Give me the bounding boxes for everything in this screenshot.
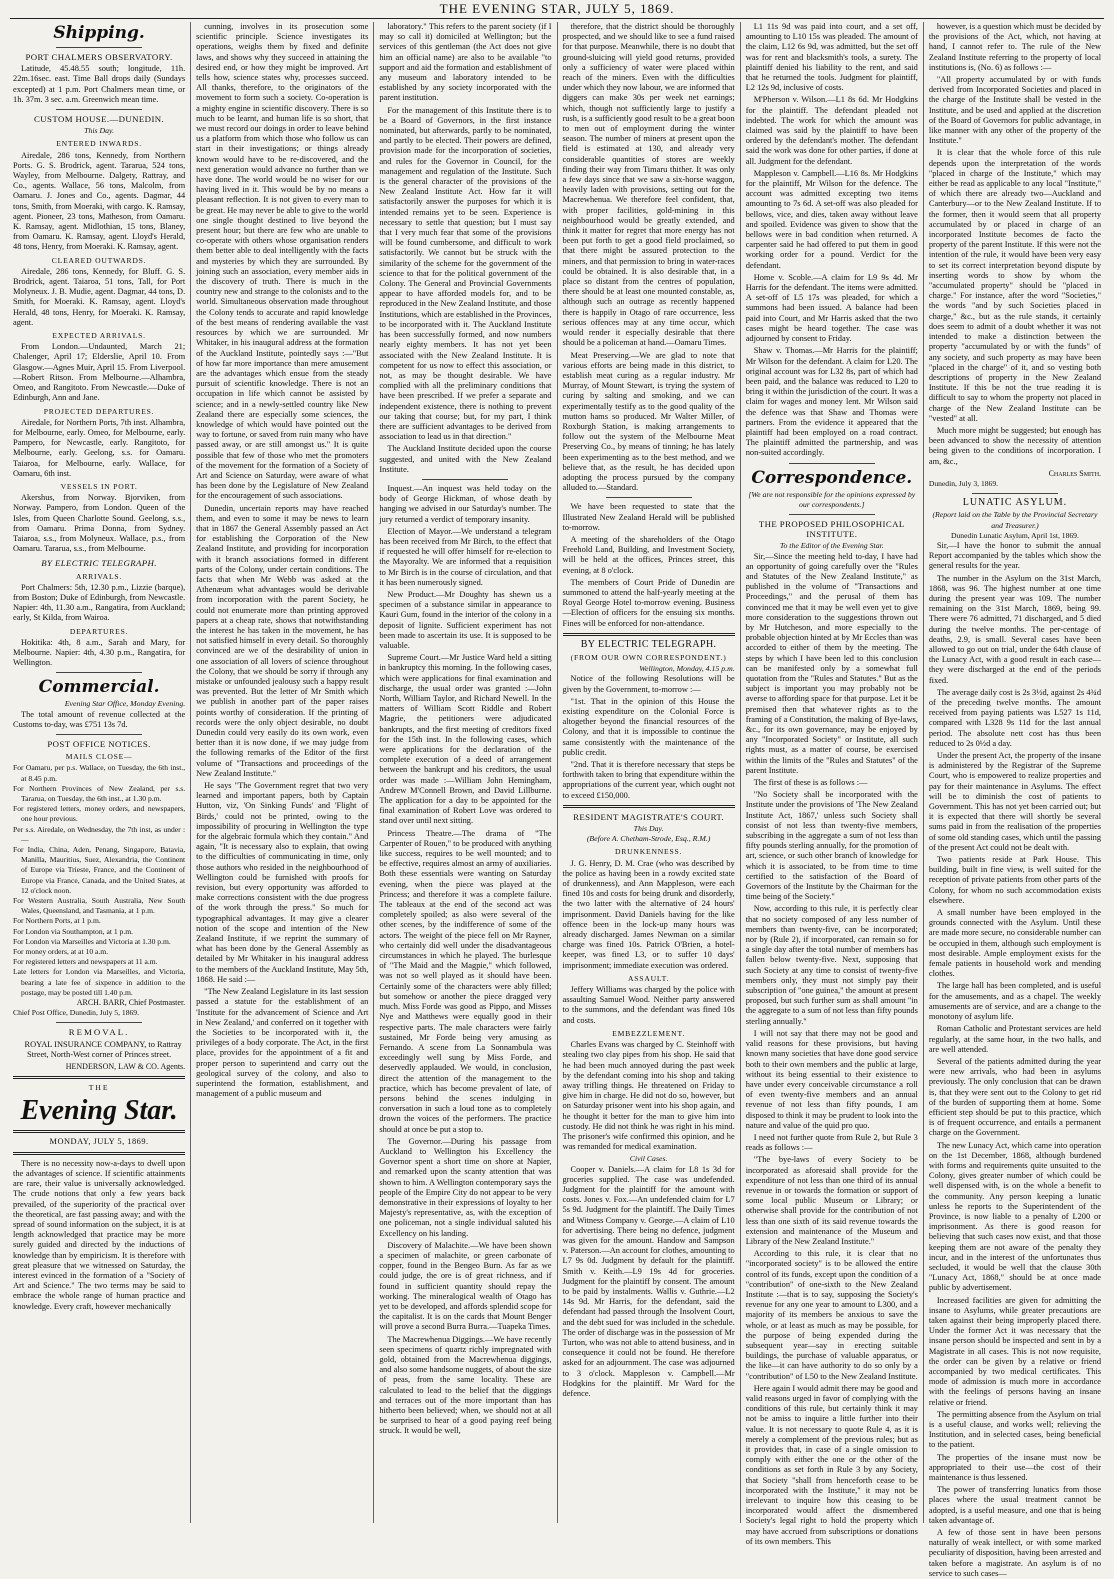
letter-paragraph: Now, according to this rule, it is perfectly clear that no society composed of any less number of members than twenty-five, can be incorporated; nor by (Rule 2), if incorporated, can remain so for a single day after the total number of members has fallen below twenty-five. Next, supposing that such Society at any time to consist of twenty-five members only, they must not simply pay their subscription of "one guinea," the amount at present proposed, but such further sum as shall amount "in the aggregate to a sum of not less than fifty pounds sterling annually." (745, 904, 918, 1026)
lunatic-paragraph: Under the present Act, the property of the insane is administered by the Registrar of the Supreme Court, who is empowered to realize properties and pay for their maintenance in Asylums. The effect will be to diminish the cost of patients to Government. This has not yet been carried out; but it is expected that there will shortly be several sums paid in from the realisation of the properties of some old standing cases, which until the passing of the present Act could not be dealt with. (928, 751, 1102, 852)
letter-paragraph: I need not further quote from Rule 2, but Rule 3 reads as follows :— (745, 1132, 918, 1153)
post-signature: ARCH. BARR, Chief Postmaster. (76, 998, 186, 1008)
drunkenness-text: J. G. Henry, D. M. Crae (who was described by the police as having been in a rowdy excited state of drunkenness), and Ann Mappleson, were each fined 10s and costs for being drunk and disorderly, the two latter with the alternative of 24 hours' imprisonment. David Daniels having for the like offence been in the lock-up many hours was already discharged. James Newman on a similar charge was fined 10s. Patrick O'Brien, a hotel-keeper, was fined L3, or to suffer 10 days' imprisonment; immediate execution was ordered. (562, 858, 735, 970)
letter-to: To the Editor of the Evening Star. (779, 541, 884, 551)
customs-title: CUSTOM HOUSE.—DUNEDIN. (34, 114, 165, 125)
assault-text: Jeffery Williams was charged by the police with assaulting Samuel Wood. Neither party answered to the summons, and the defendant was fined 10s and costs. (562, 985, 735, 1025)
news-paragraph: Meat Preserving.—We are glad to note that various efforts are being made in this district, to establish meat curing as a regular industry. Mr Murray, of Mount Stewart, is trying the system of curing by salting and smoking, and we can experimentally testify as to the good quality of the mutton hams so produced. Mr Walter Miller, of Roxburgh Station, is making arrangements to follow out the system of the Melbourne Meat Preserving Co., by means of tinning; he has lately been experimenting as to the best method, and we believe that, as the result, he has decided upon adopting the process pursued by the company alluded to.—Standard. (562, 350, 735, 493)
royal-insurance-text: ROYAL INSURANCE COMPANY, to Rattray Street, North-West corner of Princes street. (24, 1039, 182, 1059)
news-paragraph: We have been requested to state that the Illustrated New Zealand Herald will be published to-morrow. (562, 502, 735, 532)
cleared-heading: CLEARED OUTWARDS. (51, 255, 147, 265)
resolution: "2nd. That it is therefore necessary that steps be forthwith taken to bring that expenditure within the appropriations of the current year, which ought not to exceed £150,000. (562, 760, 735, 800)
column-2 (191, 22, 374, 1523)
lunatic-paragraph: The properties of the insane must now be appropriated to their use—the cost of their maintenance is thus lessened. (928, 1452, 1102, 1483)
column-4 (558, 22, 741, 1523)
divider (563, 633, 735, 636)
embezzlement-heading: EMBEZZLEMENT. (612, 1028, 686, 1038)
column-1 (8, 22, 191, 1523)
departures-text: Airedale, for Northern Ports, 7th inst. Alhambra, for Melbourne, early. Omeo, for Melbourne, early. Pampero, for Newcastle, early. Rangitoto, for Melbourne, early. Geelong, s.s. for Oamaru. Taiaroa, for Melbourne, early. Wallace, for Oamaru, 6th inst. (13, 417, 186, 478)
letter-paragraph: Much more might be suggested; but enough has been advanced to show the necessity of attention being given to the conditions of incorporation. I am, &c., (928, 425, 1102, 466)
divider (789, 514, 875, 515)
post-item: For Northern Ports, at 1 p.m. (13, 916, 101, 926)
customs-day: This Day. (84, 126, 115, 136)
post-item: Late letters for London via Marseilles, and Victoria, bearing a late fee of sixpence in addition to the postage, may be posted till 1.40 p.m. (13, 967, 186, 997)
divider (606, 497, 692, 498)
telegraph-heading: BY ELECTRIC TELEGRAPH. (41, 558, 157, 569)
divider (56, 734, 142, 735)
news-paragraph: The Macrewhenua Diggings.—We have recently seen specimens of quartz richly impregnated with gold, obtained from the Macrewhenua diggings, and also some handsome nuggets, of about the size of peas, from the same locality. These are calculated to lead to the belief that the diggings and terraces out of the more important than has hitherto been believed; when, we should not at all be surprised to hear of a good paying reef being struck. It would be well, (379, 1334, 552, 1436)
letter-paragraph: "The bye-laws of every Society to be incorporated as aforesaid shall provide for the expenditure of not less than one third of its annual revenue in or towards the formation or support of some local public Museum or Library; or otherwise shall provide for the contribution of not less than one sixth of its said revenue towards the extension and maintenance of the Museum and Library of the New Zealand Institute." (745, 1155, 918, 1246)
letter-paragraph: It is clear that the whole force of this rule depends upon the interpretation of the words "placed in charge of the Institute," which may either be read as applicable to any local "Institute," of which there are already two—Auckland and Canterbury—or to the New Zealand Institute. If to the former, then it would seem that all property accumulated by or placed in charge of an incorporated Institute becomes de facto the property of the parent Institute. If this were not the intention of the rule, it would have been very easy to set its correct interpretation beyond dispute by inserting words to show by whom the "accumulated property" should be "placed in charge." For instance, after the word "Societies," the words "and by such Societies placed in charge," &c., but as the rule stands, it certainly does seem to admit of a doubt whether it was not intended to make a distinction between the property "accumulated by or with the funds" of any society, and such property as may have been "placed in the charge" of it, and so vesting both descriptions of property in the New Zealand Institute. If this be not the true reading it is difficult to say to whom the property not placed in charge of the New Zealand Institute can be "vested" at all. (928, 148, 1102, 423)
news-paragraph: For the management of this Institute there is to be a Board of Governors, in the first instance nominated, but afterwards, partly to be nominated, and partly to be elected. Their powers are defined, provision made for the incorporation of societies, and rules for the Governor in Council, for the management and regulation of the Institute. Such is the general character of the provisions of the New Zealand Institute Act. How far it will satisfactorily answer the purposes for which it is intended remains yet to be seen. Experience is necessary to settle that question; but I must say that I very much fear that some of the provisions will be found cumbersome, and difficult to work satisfactorily. We cannot but be struck with the similarity of the scheme for the government of the science to that for the political government of the Colony. The General and Provincial Governments appear to have afforded models for, and to be reproduced in the New Zealand Institute, and those Institutions, which are established in the Provinces, to be incorporated with it. The Auckland Institute has been successfully formed, and now numbers nearly eighty members. It has not yet been associated with the New Zealand Institute. It is competent for us now to effect this association, or not, as may be thought desirable. We have complied with all the preliminary conditions that have been prescribed. If we prefer a separate and independent existence, there is nothing to prevent our taking that course; but, for my part, I think there are sufficient advantages to be derived from association to lead us in that direction." (379, 105, 552, 442)
removal-heading: REMOVAL. (68, 1027, 130, 1038)
lunatic-paragraph: The new Lunacy Act, which came into operation on the 1st December, 1868, although burdened with forms and requirements quite unsuited to the Colony, gives greater number of which could be well dispensed with, is on the whole a benefit to the community. Any person keeping a lunatic unless he reports to the Superintendent of the Province, is now liable to a penalty of L200 or imprisonment. As there is good reason for believing that such cases now exist, and that those keeping them are not aware of the penalty they incur, and in the interest of the unfortunates thus secluded, it would be well that the clause 30th "Lunacy Act, 1868," should be at once made public by advertisement. (928, 1140, 1102, 1293)
lunatic-paragraph: The permitting absence from the Asylum on trial is a useful clause, and works well; relieving the Institution, and in selected cases, being beneficial to the patient. (928, 1409, 1102, 1450)
divider (13, 1076, 185, 1079)
lunatic-heading: LUNATIC ASYLUM. (962, 497, 1068, 509)
news-paragraph: The members of Court Pride of Dunedin are summoned to attend the half-yearly meeting at the Royal George Hotel to-morrow evening. Business—Election of officers for the ensuing six months. Fines will be enforced for non-attendance. (562, 577, 735, 628)
arrivals-text: From London.—Undaunted, March 21; Chalenger, April 17; Elderslie, April 10. From Glasgow.—Agnes Muir, April 15. From Liverpool.—Robert Ritson. From Melbourne.—Alhambra, Omeo, and Rangitoto. From Newcastle.—Duke of Edinburgh, Ann and Jane. (13, 342, 186, 403)
letter-paragraph: Here again I would admit there may be good and valid reasons urged in favor of complying with the conditions of this rule, but certainly think it may not be amiss to inquire a little further into their value. It is not necessary to quote Rule 4, as it is merely a complement of the previous rules; but as it provides that, in case of a single omission to comply with either the one or the other of the conditions as set forth in Rule 3 by any Society, that Society "shall from henceforth cease to be incorporated with the Institute," it may not be irrelevant to inquire how this ceasing to be incorporated would affect the dismembered Society's legal right to hold the property which may have accrued from subscriptions or donations of its own members. This (745, 1383, 918, 1546)
tel-departures-text: Hokitika: 4th, 8 a.m., Sarah and Mary, for Melbourne. Napier: 4th, 4.30 p.m., Rangatira, for Wellington. (13, 637, 186, 668)
column-6 (924, 22, 1106, 1578)
letter-paragraph: According to this rule, it is clear that no "incorporated society" is to be allowed the entire control of its funds, except upon the condition of a "contribution" of one-sixth to the New Zealand Institute :—that is to say, supposing the Society's revenue for any one year to amount to L300, and a majority of its members be anxious to save the whole, or at least as much as may be possible, for the purpose of being expended during the subsequent year—say in erecting suitable buildings, the purchase of valuable apparatus, or the like—it can have authority to do so only by a "contribution" of L50 to the New Zealand Institute. (745, 1249, 918, 1381)
post-office-date: Chief Post Office, Dunedin, July 5, 1869. (13, 1008, 139, 1018)
cleared-text: Airedale, 286 tons, Kennedy, for Bluff. G. S. Brodrick, agent. Taiaroa, 51 tons, Tall, for Port Molyneux. J. B. Mudie, agent. Dagmar, 44 tons, D. Smith, for Moeraki. K. Ramsay, agent. Lloyd's Herald, 48 tons, Henry, for Moeraki. K. Ramsay, agent. (13, 266, 186, 327)
lunatic-place: Dunedin Lunatic Asylum, April 1st, 1869. (951, 530, 1079, 540)
court-paragraph: L1 11s 9d was paid into court, and a set off, amounting to L10 15s was pleaded. The amount of the claim, L12 6s 9d, was admitted, but the set off was for rent and blacksmith's tools, a surety. The plaintiff denied his liability to the rent, and said that he returned the tools. Judgment for plaintiff, L2 12s 9d, inclusive of costs. (745, 22, 918, 93)
post-item: For London via Southampton, at 1 p.m. (13, 926, 134, 936)
letter-title: THE PROPOSED PHILOSOPHICAL INSTITUTE. (758, 518, 905, 540)
divider (563, 805, 735, 808)
civil-text: Cooper v. Daniels.—A claim for L8 1s 3d for groceries supplied. The case was undefended. Judgment for the plaintiff for the amount with costs. Jones v. Fox.—An undefended claim for L7 5s 9d. Judgment for the plaintiff. The Daily Times and Witness Company v. George.—A claim of L10 for advertising. There being no defence, judgment was given for the amount. Handow and Sampson v. Paterson.—An account for clothes, amounting to L7 9s 0d. Judgment by default for the plaintiff. Smith v. Keith.—L9 19s 4d for groceries. Judgment for the plaintiff by consent. The amount to be paid by instalments. Wallis v. Guthrie.—L2 14s 9d. Mr Harris, for the defendant, said the defendant had passed through the Insolvent Court, and the debt sued for was included in the schedule. The order of discharge was in the possession of Mr Turton, who was not able to attend business, and in consequence it could not be found. He therefore asked for an adjournment. The case was adjourned to 3 o'clock. Mappleson v. Campbell.—Mr Hodgkins for the plaintiff. Mr Ward for the defence. (562, 1164, 735, 1398)
news-paragraph: Discovery of Malachite.—We have been shown a specimen of malachite, or green carbonate of copper, found in the Bengeo Burn. As far as we could judge, the ore is of great richness, and if found in sufficient quantity should repay the working. The mineralogical wealth of Otago has yet to be developed, and affords splendid scope for the capitalist. It is on the cards that Mount Benger will prove a second Burra Burra.—Tuapeka Times. (379, 1240, 552, 1332)
news-paragraph: therefore, that the district should be thoroughly prospected, and we should like to see a fund raised for that purpose. Meanwhile, there is no doubt that ground-sluicing will yield good returns, provided only a sufficiency of water were placed within reach of the miners. Even with the difficulties under which they now labour, we are informed that diggers can make 30s per week net earnings; which, though not sufficiently large to justify a rush, is a sufficiently good result to be a great boon to men out of employment during the winter season. The number of miners at present upon the field is estimated at 130, and already very considerable quantities of stores are weekly finding their way from Timaru thither. It was only a few days since that we saw a six-horse waggon, heavily laden with provisions, setting out for the Macrewhenua. We therefore feel confident, that, with proper facilities, gold-mining in this neighbourhood would be greatly extended, and think it matter for regret that more energy has not been put forth to get a good field proclaimed, so that there might be assured protection to the miners, and that permission to bring in water-races could be obtained. It is also desirable that, in a place so distant from the centres of population, there should be at least one mounted constable, as, although such an outrage as recently happened there is happily in Otago of rare occurrence, less serious offences may at any time occur, which would render it especially desirable that there should be a policeman at hand.—Oamaru Times. (562, 22, 735, 348)
columns (8, 22, 1106, 1578)
civil-heading: Civil Cases. (629, 1154, 668, 1164)
post-item: For London via Marseilles and Victoria at 1.30 p.m. (13, 936, 171, 946)
news-paragraph: The Auckland Institute decided upon the course suggested, and united with the New Zealand Institute. (379, 444, 552, 474)
news-paragraph: Princess Theatre.—The drama of "The Carpenter of Rouen," to be produced with anything like success, requires to be well mounted; and to be effective, requires almost an army of auxiliaries. Both these essentials were wanting on Saturday evening, when the piece was played at the Princess; and therefore it was a complete failure. The tableaux at the end of the second act was completely spoiled; as also were several of the other scenes, by the indifference of some of the actors. The weight of the piece fell on Mr Rayner, who certainly did well under the disadvantageous circumstances in which he played. The burlesque of "The Maid and the Magpie," which followed, was not so well played as it should have been. Certainly some of the characters were ably filled; but somehow or another the piece dragged very much. Miss Forde was good as Pippo, and Misses Nye and Matthews were equally good in their respective parts. The male characters were fairly sustained, Mr Forde being very amusing as Fernando. A scene from La Sonnambula was exceedingly well sung by Miss Forde, and deservedly applauded. We would, in conclusion, direct the attention of the management to the practice, which has become prevalent of late, of persons behind the scenes indulging in conversation in such a loud tone as to completely drown the voices of the performers. The practice should at once be put a stop to. (379, 828, 552, 1134)
post-item: Per s.s. Airedale, on Wednesday, the 7th inst, as under :— (13, 824, 186, 844)
post-item: For Oamaru, per p.s. Wallace, on Tuesday, the 6th inst., at 8.45 p.m. (13, 763, 186, 783)
telegraph-heading: BY ELECTRIC TELEGRAPH. (580, 638, 717, 650)
news-paragraph: New Product.—Mr Doughty has shewn us a specimen of a substance similar in appearance to Kauri Gum, found in the interior of the colony in a deposit of lignite. Sufficient experiment has not been made to ascertain its use. It is supposed to be valuable. (379, 589, 552, 650)
court-before: (Before A. Chetham-Strode, Esq., R.M.) (586, 834, 711, 844)
letter-paragraph: "All property accumulated by or with funds derived from Incorporated Societies and placed in the charge of the Institute shall be vested in the Institute, and be used and applied at the discretion of the Board of Governors for public advantage, in like manner with any other of the property of the Institute." (928, 75, 1102, 146)
letter-paragraph: however, is a question which must be decided by the provisions of the Act, which, not having at hand, I cannot refer to. The rule of the New Zealand Institute referring to the property of local institutions is, (No. 6) as follows :— (928, 22, 1102, 72)
entered-text: Airedale, 286 tons, Kennedy, from Northern Ports. G. S. Brodrick, agent. Tararua, 524 tons, Wayley, from Melbourne. Dalgety, Rattray, and Co., agents. Wallace, 56 tons, Malcolm, from Oamaru. J. Jones and Co., agents. Dagmar, 44 tons, Smith, from Moeraki, with cargo. K. Ramsay, agent. Pioneer, 23 tons, Matheson, from Oamaru. K. Ramsay, agent. Midlothian, 15 tons, Blaney, from Oamaru. K. Ramsay, agent. Lloyd's Herald, 48 tons, Henry, from Moeraki. K. Ramsay, agent. (13, 150, 186, 252)
news-paragraph: The Governor.—During his passage from Auckland to Wellington his Excellency the Governor spent a short time on shore at Napier, and remarked upon the scanty attention that was shown to him. A Wellington contemporary says the people of the Empire City do not appear to be very demonstrative in their expressions of loyalty to her Majesty's representative, as, with the exception of one policeman, not a single individual saluted his Excellency on his landing. (379, 1136, 552, 1238)
news-paragraph: A meeting of the shareholders of the Otago Freehold Land, Building, and Investment Society, will be held at the offices, Princes street, this evening, at 8 o'clock. (562, 534, 735, 575)
lunatic-paragraph: The average daily cost is 2s 3½d, against 2s 4¾d of the preceding twelve months. The amount received from paying patients was L527 1s 11d, compared with L328 9s 11d for the last annual period. The absolute nett cost has thus been reduced to 2s 0½d a day. (928, 687, 1102, 748)
post-item: For Western Australia, South Australia, New South Wales, Queensland, and Tasmania, at 1 p.m. (13, 896, 186, 916)
lunatic-paragraph: The number in the Asylum on the 31st March, 1868, was 96. The highest number at one time during the present year was 109. The number remaining on the 31st March, 1869, being 99. There were 76 admitted, 71 discharged, and 5 died during the twelve months. The per-centage of deaths, 2.9, is small. Several cases have been allowed to go out on trial, under the 64th clause of the Lunacy Act, with a good result in each case—they were discharged at the end of the periods fixed. (928, 573, 1102, 685)
mails-close: MAILS CLOSE— (65, 752, 133, 762)
resolution: "1st. That in the opinion of this House the existing expenditure on the Colonial Force is altogether beyond the financial resources of the Colony, and that it is impossible to continue the same consistently with the maintenance of the public credit. (562, 696, 735, 757)
lunatic-paragraph: A small number have been employed in the grounds connected with the Asylum. Until these are made more secure, no considerable number can be occupied in them, although such employment is most desirable. Ample employment exists for the female patients in household work and mending clothes. (928, 908, 1102, 979)
lunatic-paragraph: Roman Catholic and Protestant services are held regularly, at the same hour, in the two halls, and are well attended. (928, 1024, 1102, 1054)
embezzlement-text: Charles Evans was charged by C. Steinhoff with stealing two clay pipes from his shop. He said that he had been much annoyed during the past week by the defendant coming into his shop and taking away trifling things. He threatened on Friday to give him in charge. He did not do so, however, but on Saturday prisoner went into his shop again, and he thought it better for the man to give him into custody. He did not think he was right in his mind. The prisoner's wife confirmed this opinion, and he was remanded for medical examination. (562, 1040, 735, 1152)
royal-insurance-agents: HENDERSON, LAW & CO. Agents. (65, 1062, 186, 1072)
divider (56, 1022, 142, 1023)
tel-arrivals-text: Port Chalmers: 5th, 12.30 p.m., Lizzie (barque), from Boston; Duke of Edinburgh, from Newcastle. Napier: 4th, 11.30 a.m., Rangatira, from Auckland; early, St Kilda, from Wairoa. (13, 582, 186, 623)
lunatic-subheading: (Report laid on the Table by the Provincial Secretary and Treasurer.) (932, 510, 1098, 530)
lunatic-paragraph: The large hall has been completed, and is useful for the amusements, and as a chapel. The weekly amusements are of service, and are a change to the monotony of asylum life. (928, 981, 1102, 1022)
observatory-title: PORT CHALMERS OBSERVATORY. (25, 52, 173, 62)
editorial-paragraph: He says "The Government regret that two very learned and important papers, both by Captain Hutton, viz, 'On Sinking Funds' and 'Flight of Birds,' could not be printed, owing to the impossibility of procuring in Wellington the type for the algebraic formula which they contain." And again, "It is necessary also to explain, that owing to the difficulties of communicating in time, only those authors who resided in the neighbourhood of Wellington could be furnished with proofs for revision, but every opportunity was afforded to make corrections consistent with the due progress of the work through the press." So much for typographical advantages. It may give a clearer notion of the scope and intention of the New Zealand Institute, if we reprint the summary of what has been done by the General Assembly as detailed by Mr Whitaker in his inaugural address to the members of the Auckland Institute, May 5th, 1868. He said :— (196, 781, 369, 984)
lunatic-paragraph: The power of transferring lunatics from those places where the usual treatment cannot be adopted, is a useful measure, and one that is being taken advantage of. (928, 1485, 1102, 1525)
commercial-office: Evening Star Office, Monday Evening. (64, 699, 186, 709)
divider (56, 672, 142, 673)
column-5 (741, 22, 924, 1546)
own-correspondent: (FROM OUR OWN CORRESPONDENT.) (570, 652, 727, 662)
lunatic-paragraph: Increased facilities are given for admitting the insane to Asylums, while greater precautions are taken against their being improperly placed there. Under the former Act it was necessary that the insane person should be inspected and sent in by a Magistrate in all cases. This is not now requisite, the order can be given by a relative or friend accompanied by two medical certificates. This mode of admission is much more in accordance with the feelings of persons having an insane relative or friend. (928, 1295, 1102, 1407)
lunatic-paragraph: Two patients reside at Park House. This building, built in fine view, is well suited for the reception of private patients from other parts of the Colony, for whom no such accommodation exists elsewhere. (928, 855, 1102, 905)
news-paragraph: Inquest.—An inquest was held today on the body of George Hickman, of whose death by hanging we advised in our Saturday's number. The jury returned a verdict of temporary insanity. (379, 483, 552, 524)
column-3 (374, 22, 557, 1523)
editorial-paragraph: Dunedin, uncertain reports may have reached them, and even to some it may be news to learn that in 1867 the General Assembly passed an Act for establishing the Corporation of the New Zealand Institute, and providing for incorporation with it branch associations formed in different parts of the Colony, under certain conditions. The facts that when Mr Webb was asked at the Athenæum what advantages would be derivable from incorporation with the parent Society, he could not enumerate more than printing approved papers at a cheap rate, shows that notwithstanding the interest he has taken in the movement, he has not satisfied himself in every detail. So thoroughly convinced are we of the desirability of union in one association of all lovers of science throughout the Colony, that we should be sorry if through any mistake or unfounded jealousy such a happy result was prevented. But the letter of Mr Smith which we publish in another part of the paper raises points worthy of consideration. If the printing of records were the only object desirable, no doubt Dunedin could very easily do its own work, even better than it is now done, if we may judge from the following remarks of the Editor of the first volume of "Transactions and proceedings of the New Zealand Institute." (196, 503, 369, 778)
court-day: This Day. (633, 824, 664, 834)
post-title: POST OFFICE NOTICES. (47, 738, 151, 749)
lunatic-paragraph: Sir,—I have the honor to submit the annual Report accompanied by the tables which show the general results for the year. (928, 540, 1102, 571)
arrivals-heading: EXPECTED ARRIVALS. (52, 331, 146, 341)
letter-place: Dunedin, July 3, 1869. (928, 478, 999, 488)
paper-title: Evening Star. (20, 1095, 178, 1127)
editorial-paragraph: "The New Zealand Legislature in its last session passed a statute for the establishment of an 'Institute for the advancement of Science and Art in New Zealand,' and conferred on it together with the Societies to be incorporated with it, the privileges of a body corporate. The Act, in the first place, provides for the appointment of a fit and proper person to superintend and carry out the geological survey of the colony, and also to superintend the formation, establishment, and management of a public museum and (196, 987, 369, 1099)
post-items-list (13, 763, 185, 998)
editorial-start: There is no necessity now-a-days to dwell upon the advantages of science. If scientific attainments are rare, their value is universally acknowledged. The crude notions that only a few years back prevailed, of the superiority of the practical over the theoretical, are fast passing away; and with the spread of sound information on the subject, it is at length acknowledged that practice may be more surely guided and directed by the inductions of knowledge than by empiricism. It is therefore with great pleasure that we witnessed on Saturday, the interest evinced in the formation of a "Society of Art and Science." The two terms may be said to embrace the whole range of human practice and knowledge. Every craft, however mechanically (13, 1158, 186, 1311)
news-paragraph: laboratory." This refers to the parent society (if I may so call it) domiciled at Wellington; but the services of this gentleman (the Act does not give him an official name) are also to be available "to support and aid the formation and establishment of any museum and laboratory intended to be established by any society incorporated with the parent institution. (379, 22, 552, 103)
letter-paragraph: Sir,—Since the meeting held to-day, I have had an opportunity of going carefully over the "Rules and Statutes of the New Zealand Institute," as published in the volume of "Transactions and Proceedings," and the perusal of them has convinced me that it may be well even yet to give more consideration to the suggestions thrown out by Mr Hutcheson, and more especially to the probable objection hinted at by Mr Eccles than was accorded to either of them by the meeting. The steps by which I have been led to this conclusion can be manifested only by a somewhat full quotation from the "Rules and Statutes." But as the subject is important you may probably not be averse to affording space for that purpose. Let it be premised then that whatever rights as to the framing of a Constitution, the making of Bye-laws, &c., for its own governance, may be enjoyed by any "Incorporated Society" or Institute, all such rights must, as a matter of course, be exercised within the limits of the "Rules and Statutes" of the parent Institute. (745, 551, 918, 775)
vessels-heading: VESSELS IN PORT. (60, 481, 138, 491)
wellington-date: Wellington, Monday, 4.15 p.m. (639, 664, 735, 674)
letter-paragraph: I will not say that there may not be good and valid reasons for these provisions, but having known many societies that have done good service both to their own members and the public at large, without its being essential to their existence to have under every conceivable circumstance a roll of even twenty-five members and an annual revenue of not less than fifty pounds, I am disposed to think it may be prudent to look into the nature and value of the quid pro quo. (745, 1028, 918, 1130)
lunatic-paragraph: A few of those sent in have been persons naturally of weak intellect, or with some marked peculiarity of disposition, having been arrested and taken before a magistrate. An asylum is of no service to such cases— (928, 1528, 1102, 1578)
lunatic-paragraph: Several of the patients admitted during the year were new arrivals, who had been in asylums previously. The only conclusion that can be drawn is, that they were sent out to the Colony to get rid of the burden of supporting them at home. Some efficient step should be put to this practice, which is of frequent occurrence, and entails a permanent charge on the Government. (928, 1056, 1102, 1138)
post-item: For registered letters and newspapers at 11 a.m. (13, 957, 158, 967)
court-paragraph: Mappleson v. Campbell.—L16 8s. Mr Hodgkins for the plaintiff, Mr Wilson for the defence. The account was admitted excepting two items amounting to 7s 6d. A set-off was also pleaded for bellows, vice, and dies, taken away without leave and spoiled. Evidence was given to show that the bellows were in bad condition when returned. A carpenter said he had offered to put them in good working order for a pound. Verdict for the defendant. (745, 168, 918, 270)
letter-paragraph: "No Society shall be incorporated with the Institute under the provisions of 'The New Zealand Institute Act, 1867,' unless such Society shall consist of not less than twenty-five members, subscribing in the aggregate a sum of not less than fifty pounds sterling annually, for the promotion of art, science, or such other branch of knowledge for which it is associated, to be from time to time certified to the satisfaction of the Board of Governors of the Institute by the Chairman for the time being of the Society." (745, 790, 918, 902)
the-label: THE (88, 1083, 110, 1093)
post-item: For Northern Provinces of New Zealand, per s.s. Tararua, on Tuesday, the 6th inst., at 1.30 p.m. (13, 783, 186, 803)
resolution: Notice of the following Resolutions will be given by the Government, to-morrow :— (562, 674, 735, 694)
divider (972, 493, 1058, 494)
post-item: For India, China, Aden, Penang, Singapore, Batavia, Manilla, Mauritius, Suez, Alexandria, the Continent of Europe via Trieste, France, and the Continent of Europe via France, Canada, and the United States, at 12 o'clock noon. (13, 845, 186, 895)
commercial-text: The total amount of revenue collected at the Customs to-day, was £751 13s 7d. (13, 709, 186, 729)
correspondence-note: [We are not responsible for the opinions expressed by our correspondents.] (748, 489, 916, 509)
commercial-heading: Commercial. (38, 677, 160, 698)
news-paragraph: Election of Mayor.—We understand a telegram has been received from Mr Birch, to the effect that if requested he will offer himself for re-election to the Mayoralty. We are informed that a requisition to Mr Birch is in the course of circulation, and that it has been numerously signed. (379, 526, 552, 587)
divider (56, 47, 142, 48)
entered-heading: ENTERED INWARDS. (56, 139, 142, 149)
editorial-paragraph: cunning, involves in its prosecution some scientific principle. Science investigates its operations, weighs them by fixed and definite laws, and shows why they succeed in attaining the desired end, or how they might be improved. Art tells how, science states why, processes succeed. All thanks, therefore, to the originators of the movement to form such a society. Co-operation is a mighty engine in scientific discovery. There is so much to be learnt, and human life is so short, that we must record our doings in order to leave behind us a platform from which those who follow us can start in their investigations; or things already known would have to be re-discovered, and the next generation would advance no further than we have done. The world would be no wiser for our having lived in it. This would be by no means a pleasant reflection. It is not given to every man to be great. He may never be able to give to the world one single thought destined to live beyond the present hour; but there are few who are unable to co-operate with others whose organisation renders them better able to deal intelligently with the facts and mysteries by which they are surrounded. By joining such an association, every member aids in the discovery of truth. There is much in the country new and strange to the colonists and to the world. Simultaneous observation made throughout the Colony tends to accurate and rapid knowledge of the best means of rendering available the vast resources by which we are surrounded. Mr Whitaker, in his inaugural address at the formation of the Auckland Institute, pointedly says :—"But of how far more importance than mere amusement are the advantages which ensue from the steady pursuit of scientific knowledge. There is not an occupation in life which cannot be assisted by science; and in a newly-settled country like New Zealand there are especially some sciences, the knowledge of which would have pointed out the way to fortune, or saved from ruin many who have passed away, or are still amongst us." It is quite possible that few of those who met the promoters of the movement for the formation of a Society of Art and Science on Saturday, were aware of what has been done by the Legislature of New Zealand for the encouragement of such associations. (196, 22, 369, 501)
court-paragraph: M'Pherson v. Wilson.—L1 8s 6d. Mr Hodgkins for the plaintiff. The defendant pleaded not indebted. The work for which the amount was claimed was said by the plaintiff to have been ordered by the defendant's mother. The defendant said the work was done for other parties, if done at all. Judgment for the defendant. (745, 95, 918, 166)
letter-signature: Charles Smith. (1048, 468, 1102, 478)
page-masthead: THE EVENING STAR, JULY 5, 1869. (10, 0, 1104, 19)
tel-arrivals-heading: ARRIVALS. (76, 571, 123, 581)
letter-paragraph: The first of these is as follows :— (753, 778, 868, 788)
court-paragraph: Shaw v. Thomas.—Mr Harris for the plaintiff; Mr Wilson for the defendant. A claim for L20. The original account was for L32 8s, part of which had been paid, and the balance was reduced to L20 to bring it within the jurisdiction of the court. It was a claim for wages and money lent. Mr Wilson said the defence was that Shaw and Thomas were partners. From the evidence it appeared that the plaintiff had been employed on a road contract. The plaintiff admitted the partnership, and was non-suited accordingly. (745, 346, 918, 458)
shipping-heading: Shipping. (53, 23, 145, 43)
vessels-text: Akershus, from Norway. Bjorviken, from Norway. Pampero, from London. Queen of the Isles, from Queen Charlotte Sound. Geelong, s.s., from Oamaru. Prima Donna, from Sydney. Taiaroa, s.s., from Molyneux. Wallace, p.s., from Oamaru. Tararua, s.s., from Melbourne. (13, 493, 186, 554)
court-paragraph: Home v. Scoble.—A claim for L9 9s 4d. Mr Harris for the defendant. The items were admitted. A set-off of L5 17s was pleaded, for which a summons had been issued. A balance had been paid into Court, and Mr Harris asked that the two cases might be heard together. The case was adjourned by consent to Friday. (745, 272, 918, 344)
divider (789, 463, 875, 464)
divider (13, 1152, 185, 1155)
paper-date: MONDAY, JULY 5, 1869. (49, 1137, 149, 1147)
divider (56, 109, 142, 110)
observatory-text: Latitude, 45.48.55 south; longitude, 11h. 22m.16sec. east. Time Ball drops daily (Sundays excepted) at 1 p.m. Port Chalmers mean time, or 1h. 37m. 3 sec. a.m. Greenwich mean time. (13, 64, 186, 104)
court-heading: RESIDENT MAGISTRATE'S COURT. (573, 811, 725, 822)
tel-departures-heading: DEPARTURES. (69, 626, 129, 636)
assault-heading: ASSAULT. (627, 973, 670, 983)
correspondence-heading: Correspondence. (751, 467, 913, 488)
drunkenness-heading: DRUNKENNESS. (615, 847, 683, 857)
departures-heading: PROJECTED DEPARTURES. (43, 406, 155, 416)
post-item: For money orders, at at 10 a.m. (13, 947, 109, 957)
divider (422, 479, 508, 480)
divider (13, 1130, 185, 1133)
news-paragraph: Supreme Court.—Mr Justice Ward held a sitting in bankruptcy this morning. In the following cases, which were applications for final examination and discharge, the usual order was granted :—John North, William Taylor, and Richard Newell. In the matters of William Scott Riddle and Robert Magrie, the petitioners were adjudicated bankrupts, and the first meeting of creditors fixed for the 15th inst. In the following cases, which were applications for the declaration of the complete execution of a deed of arrangement between the bankrupt and his creditors, the usual order was made :—William John Hemingham, Andrew M'Connell Brown, and David Lillburne. The application for a day to be appointed for the final examination of Robert Love was ordered to stand over until next sitting. (379, 653, 552, 826)
post-item: For registered letters, money orders, and newspapers, one hour previous. (13, 804, 186, 824)
